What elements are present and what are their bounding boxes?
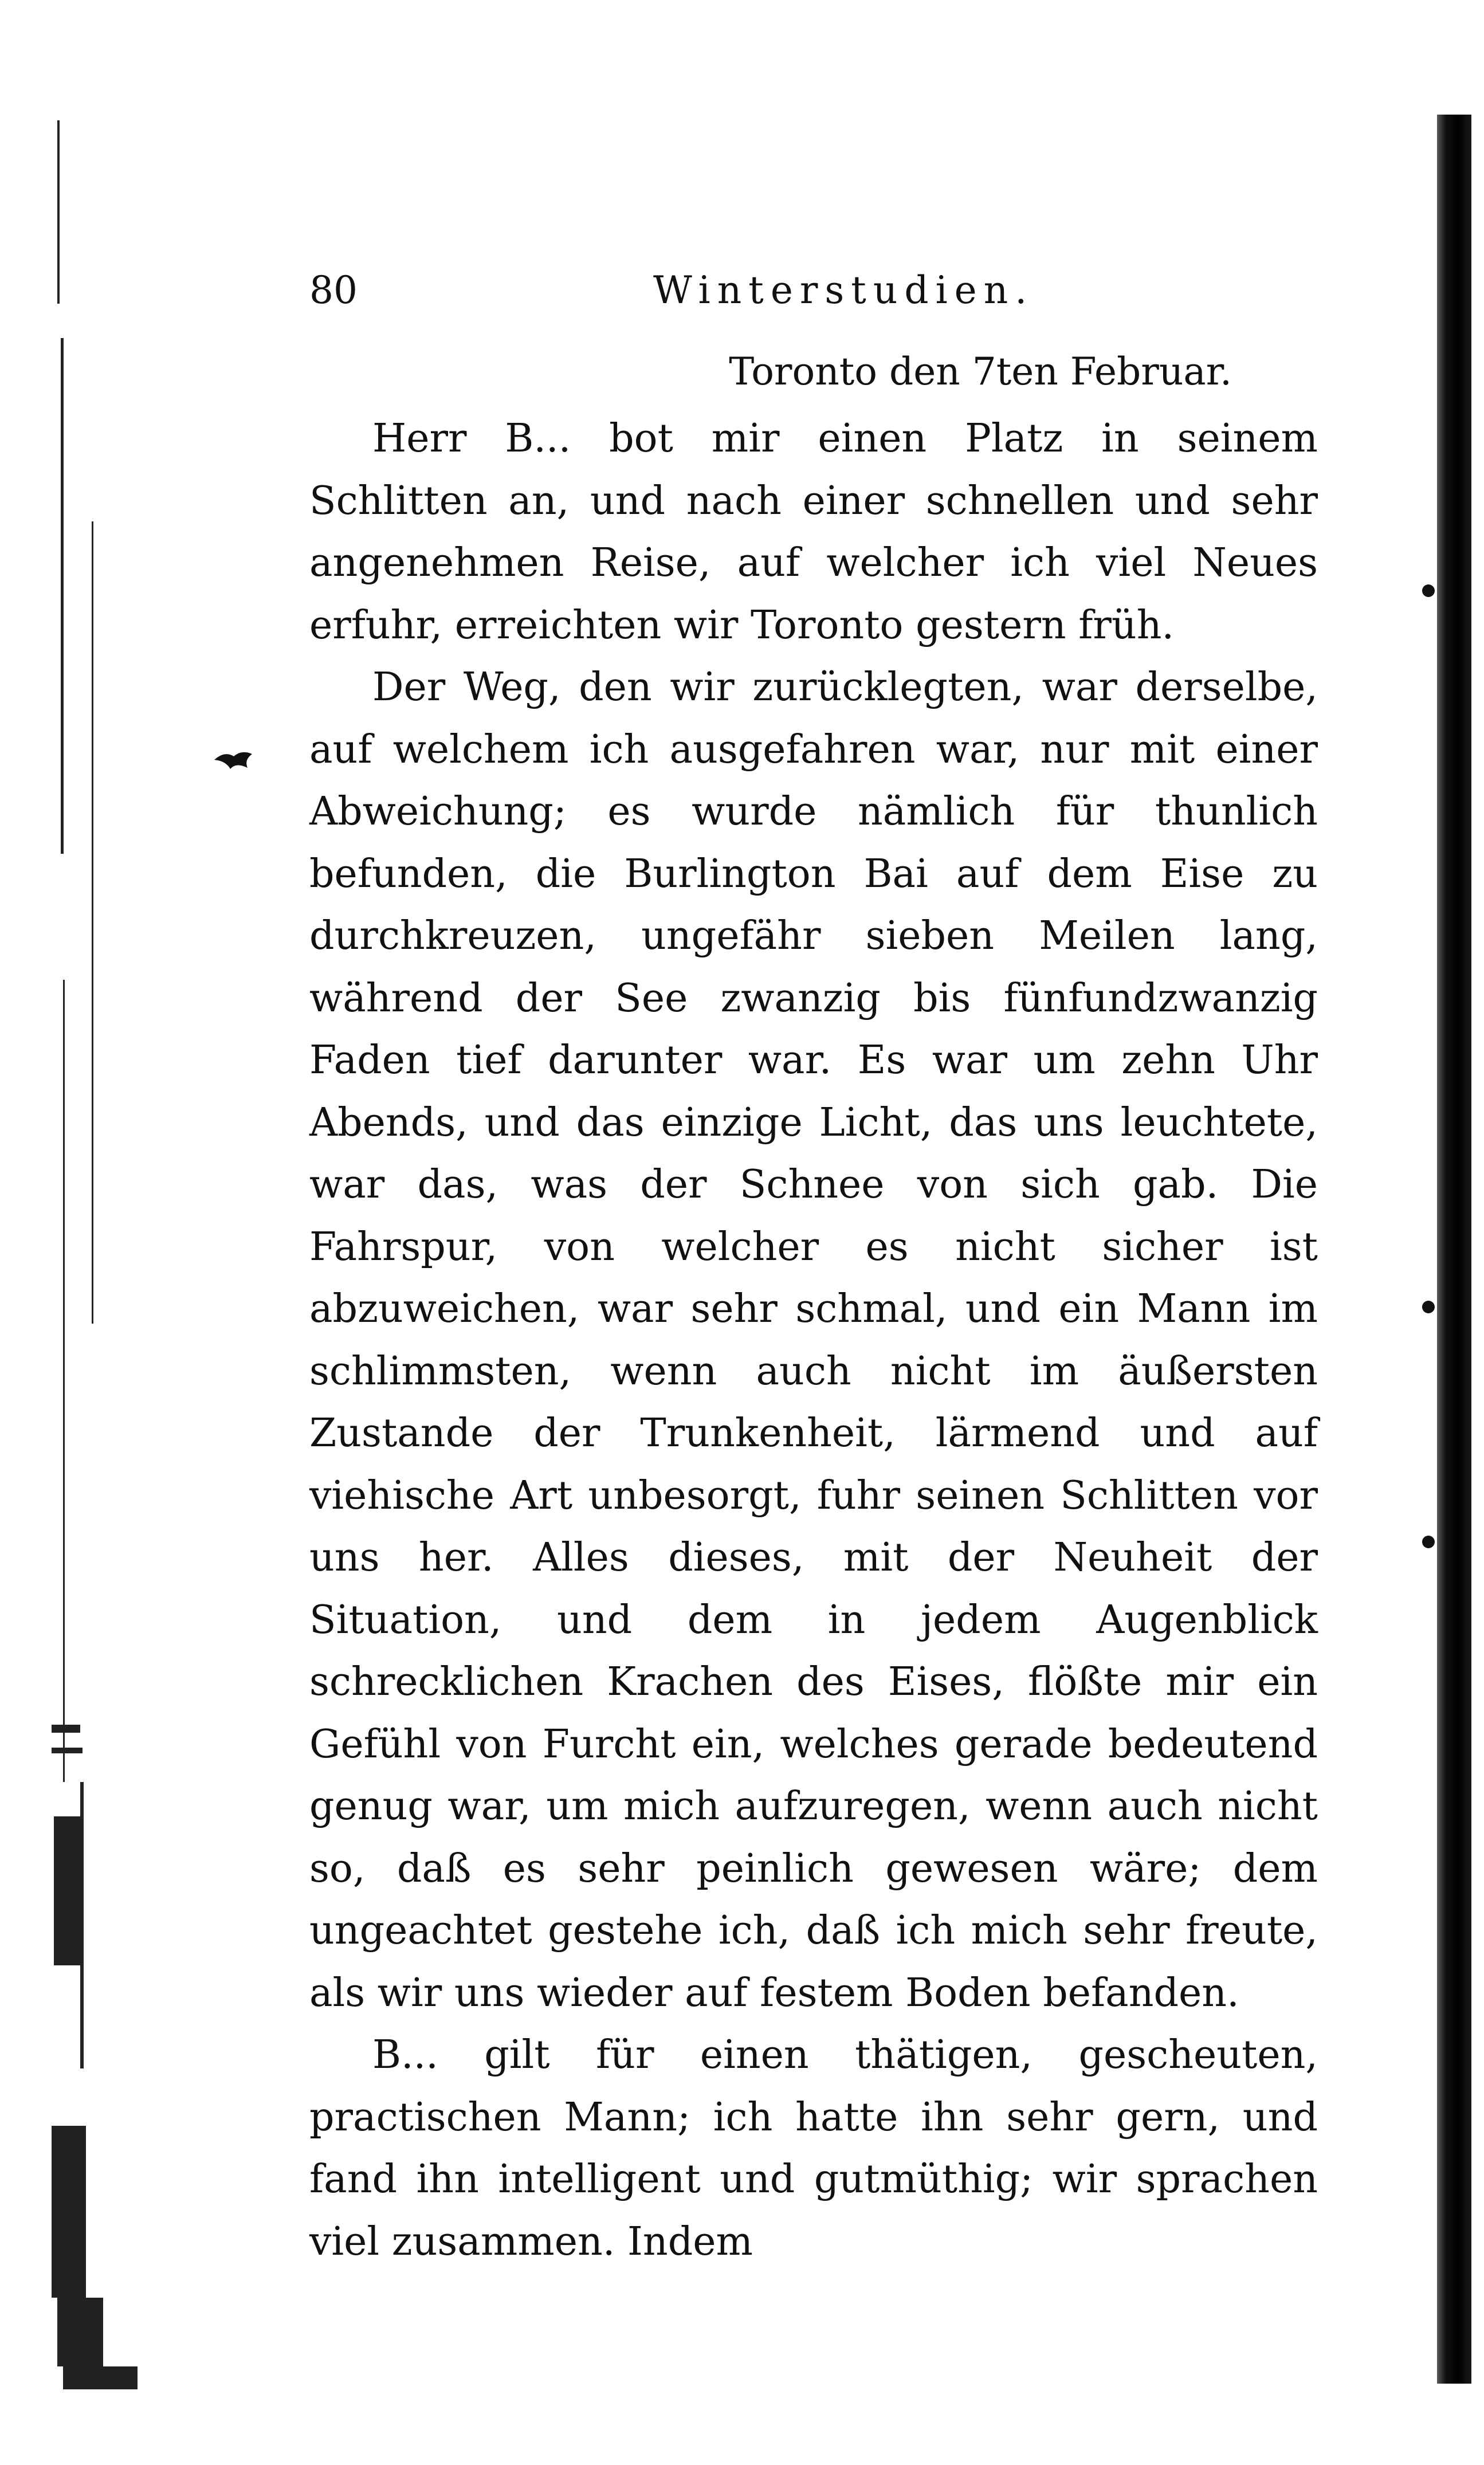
page-number: 80 — [309, 268, 358, 312]
running-title: Winterstudien. — [653, 268, 1034, 312]
paragraph: Herr B... bot mir einen Platz in seinem Schlitten an, und nach einer schnellen und sehr angenehmen Reise, auf welcher ich viel Neues erfuhr, erreichten wir Toronto gestern früh. — [309, 416, 1318, 648]
dateline: Toronto den 7ten Februar. — [729, 350, 1232, 394]
paragraph: Der Weg, den wir zurücklegten, war derselbe, auf welchem ich ausgefahren war, nur mit einer Abweichung; es wurde nämlich für thunlich befunden, die Burlington Bai auf dem Eise zu durchkreuzen, ungefähr sieben Meilen lang, während der See zwanzig bis fünfundzwanzig Faden tief darunter war. Es war um zehn Uhr Abends, und das einzige Licht, das uns leuchtete, war das, was der Schnee von sich gab. Die Fahrspur, von welcher es nicht sicher ist abzuweichen, war sehr schmal, und ein Mann im schlimmsten, wenn auch nicht im äußersten Zustande der Trunkenheit, lärmend und auf viehische Art unbesorgt, fuhr seinen Schlitten vor uns her. Alles dieses, mit der Neuheit der Situation, und dem in jedem Augenblick schrecklichen Krachen des Eises, flößte mir ein Gefühl von Furcht ein, welches gerade bedeutend genug war, um mich aufzuregen, wenn auch nicht so, daß es sehr peinlich gewesen wäre; dem ungeachtet gestehe ich, daß ich mich sehr freute, als wir uns wieder auf festem Boden befanden. — [309, 665, 1318, 2016]
paragraph: B... gilt für einen thätigen, gescheuten, practischen Mann; ich hatte ihn sehr gern, und fand ihn intelligent und gutmüthig; wir sprachen viel zusammen. Indem — [309, 2032, 1318, 2264]
page-header — [309, 268, 1329, 325]
scan-edge-left — [40, 120, 103, 2401]
body-text — [309, 408, 1318, 2273]
ink-mark — [213, 748, 253, 771]
scan-edge-right — [1437, 115, 1471, 2384]
